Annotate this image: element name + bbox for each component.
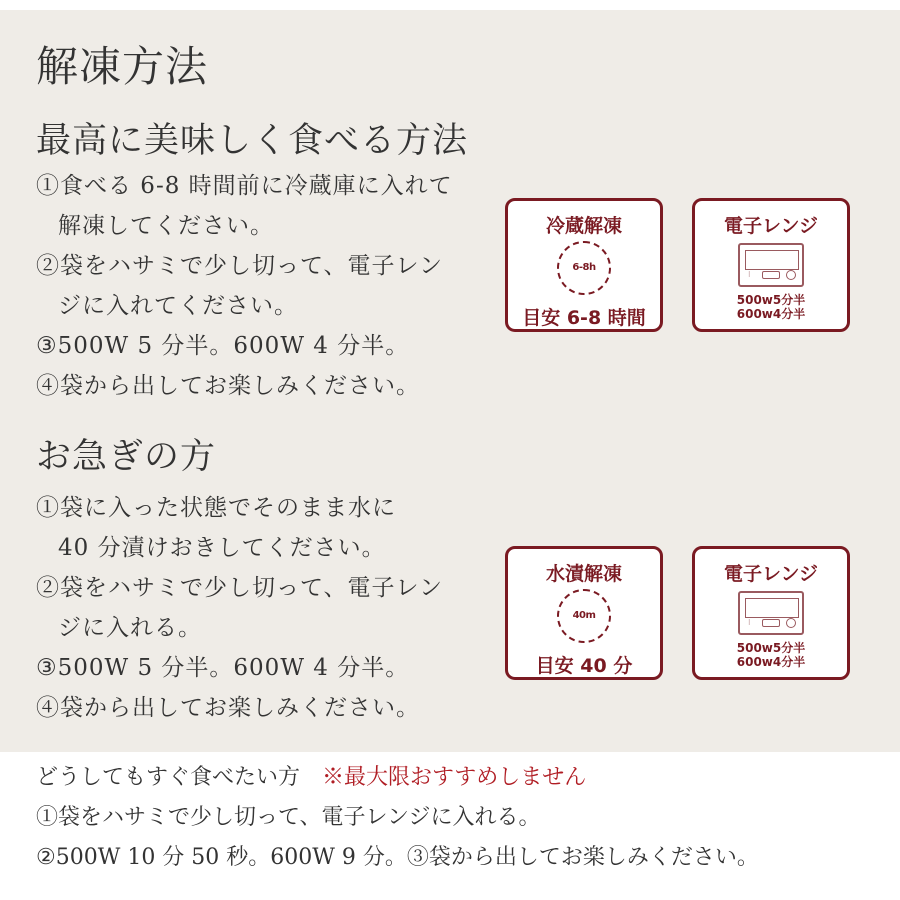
water-thaw-card	[505, 546, 663, 680]
card-title: 冷蔵解凍	[545, 215, 622, 237]
urgent-section	[36, 758, 876, 878]
urgent-step-2: ②500W 10 分 50 秒。600W 9 分。③袋から出してお楽しみください。	[36, 845, 759, 870]
step-line: ③500W 5 分半。600W 4 分半。	[36, 655, 410, 681]
section1-heading: 最高に美味しく食べる方法	[36, 121, 469, 161]
step-line: ①袋に入った状態でそのまま水に	[36, 495, 396, 521]
microwave-times	[695, 641, 847, 669]
card-footer: 目安 6-8 時間	[522, 307, 646, 329]
instructions-panel	[0, 10, 900, 752]
spec-600w: 600w4分半	[736, 655, 806, 669]
section2-heading: お急ぎの方	[36, 437, 217, 477]
step-line: ジに入れてください。	[58, 293, 298, 319]
card-title: 電子レンジ	[723, 215, 819, 237]
fridge-thaw-card	[505, 198, 663, 332]
step-line: ③500W 5 分半。600W 4 分半。	[36, 333, 410, 359]
clock-icon: 6-8h	[557, 241, 611, 295]
warning-note: ※最大限おすすめしません	[322, 765, 587, 790]
urgent-step-1: ①袋をハサミで少し切って、電子レンジに入れる。	[36, 805, 541, 830]
step-line: 解凍してください。	[58, 213, 274, 239]
spec-500w: 500w5分半	[736, 641, 806, 655]
card-title: 水漬解凍	[545, 563, 622, 585]
card-footer: 目安 40 分	[535, 655, 633, 677]
step-line: ジに入れる。	[58, 615, 202, 641]
microwave-icon: ⁝	[738, 243, 804, 287]
clock-icon: 40m	[557, 589, 611, 643]
section2-steps	[36, 488, 506, 728]
urgent-heading: どうしてもすぐ食べたい方	[36, 765, 301, 790]
step-line: ④袋から出してお楽しみください。	[36, 695, 420, 721]
spec-600w: 600w4分半	[736, 307, 806, 321]
step-line: ①食べる 6-8 時間前に冷蔵庫に入れて	[36, 173, 453, 199]
microwave-icon: ⁝	[738, 591, 804, 635]
section1-steps	[36, 166, 506, 406]
microwave-card	[692, 546, 850, 680]
step-line: ④袋から出してお楽しみください。	[36, 373, 420, 399]
step-line: ②袋をハサミで少し切って、電子レン	[36, 575, 443, 601]
step-line: 40 分漬けおきしてください。	[58, 535, 386, 561]
spec-500w: 500w5分半	[736, 293, 806, 307]
page-title: 解凍方法	[36, 42, 209, 91]
microwave-times	[695, 293, 847, 321]
microwave-card	[692, 198, 850, 332]
card-title: 電子レンジ	[723, 563, 819, 585]
step-line: ②袋をハサミで少し切って、電子レン	[36, 253, 443, 279]
urgent-heading-line	[36, 758, 876, 798]
